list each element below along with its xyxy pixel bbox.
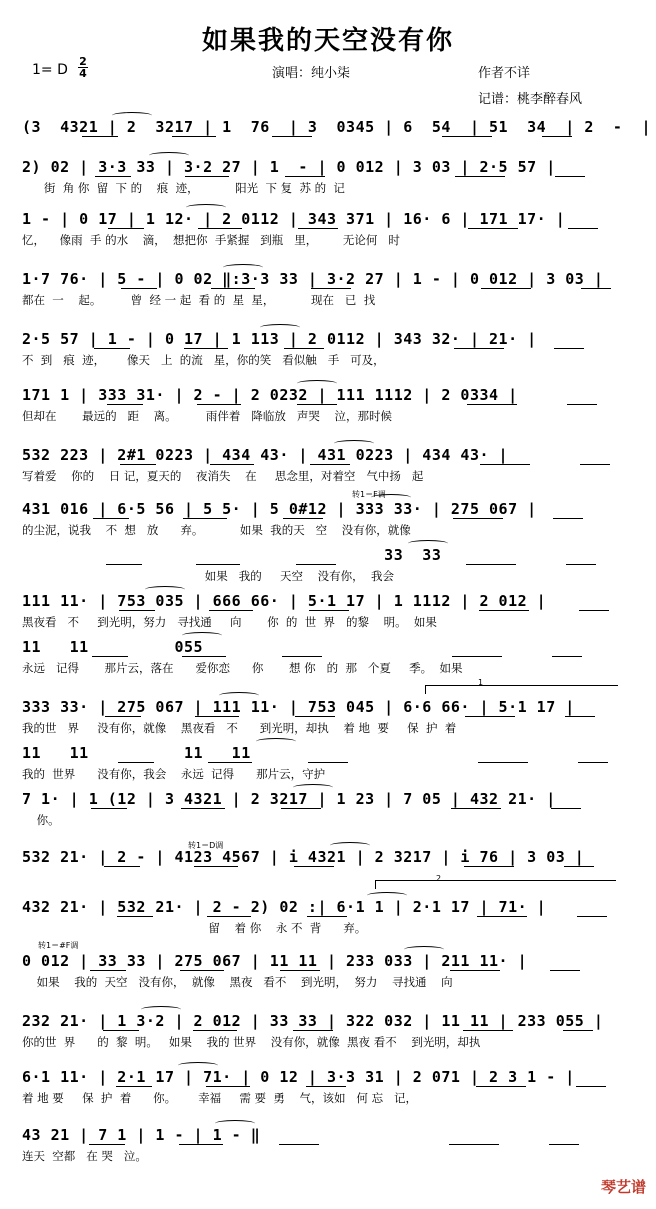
eighth-beam <box>578 762 608 763</box>
slur <box>334 440 374 447</box>
eighth-beam <box>105 716 141 717</box>
key-change-f: 转1＝F调 <box>352 490 386 499</box>
eighth-beam <box>311 288 351 289</box>
lyric-line: 我的世 界 没有你，就像 黑夜看 不 到光明，却执 着 地 要 保 护 着 <box>22 721 457 735</box>
time-top: 2 <box>79 55 87 68</box>
eighth-beam <box>565 716 595 717</box>
slur <box>186 204 226 211</box>
slur <box>297 380 337 387</box>
eighth-beam <box>89 1144 125 1145</box>
eighth-beam <box>452 656 502 657</box>
eighth-beam <box>280 970 320 971</box>
eighth-beam <box>272 136 312 137</box>
lyric-line: 街 角 你 留 下 的 痕 迹， 阳光 下 复 苏 的 记 <box>22 181 345 195</box>
eighth-beam <box>563 1030 593 1031</box>
lyric-line: 写着爱 你的 日 记，夏天的 夜消失 在 思念里，对着空 气中扬 起 <box>22 469 424 483</box>
eighth-beam <box>181 808 225 809</box>
eighth-beam <box>282 656 322 657</box>
eighth-beam <box>108 228 144 229</box>
eighth-beam <box>306 1086 346 1087</box>
volta-1-label: 1 <box>478 678 484 687</box>
eighth-beam <box>581 288 611 289</box>
eighth-beam <box>95 176 131 177</box>
notes-line: (3 4321 | 2 3217 | 1 76 | 3 0345 | 6 54 | 51 34 | 2 - | <box>22 118 652 136</box>
eighth-beam <box>119 610 155 611</box>
eighth-beam <box>285 176 325 177</box>
eighth-beam <box>118 762 154 763</box>
slur <box>223 264 263 271</box>
brand-logo: 琴艺谱 <box>600 1178 646 1196</box>
eighth-beam <box>283 518 323 519</box>
eighth-beam <box>296 564 336 565</box>
notes-line: 0 012 | 33 33 | 275 067 | 11 11 | 233 033 | 211 11· | <box>22 952 528 970</box>
eighth-beam <box>309 610 349 611</box>
lyric-line: 我的 世界 没有你，我会 永远 记得 那片云，守护 <box>22 767 326 781</box>
singer: 演唱：纯小柒 <box>272 66 351 81</box>
eighth-beam <box>308 762 348 763</box>
eighth-beam <box>450 970 500 971</box>
time-bottom: 4 <box>79 67 87 80</box>
eighth-beam <box>106 564 142 565</box>
eighth-beam <box>566 564 596 565</box>
eighth-beam <box>466 564 516 565</box>
slur <box>178 1062 218 1069</box>
eighth-beam <box>294 866 334 867</box>
eighth-beam <box>195 716 239 717</box>
notes-line: 11 11 055 <box>22 638 204 656</box>
lyric-line: 如果 我的 天空 没有你， 我会 <box>22 569 394 583</box>
lyric-line: 连天 空都 在 哭 泣。 <box>22 1149 147 1163</box>
notes-line: 532 223 | 2#1 0223 | 434 43· | 431 0223 | 434 43· | <box>22 446 509 464</box>
lyric-line: 你的世 界 的 黎 明。 如果 我的 世界 没有你，就像 黑夜 看不 到光明，却执 <box>22 1035 481 1049</box>
eighth-beam <box>554 348 584 349</box>
slur <box>141 1006 181 1013</box>
lyric-line: 但却在 最远的 距 离。 雨伴着 降临放 声哭 泣，那时候 <box>22 409 392 423</box>
eighth-beam <box>196 564 240 565</box>
notes-line: 431 016 | 6·5 56 | 5 5· | 5 0#12 | 333 33· | 275 067 | <box>22 500 537 518</box>
eighth-beam <box>116 1086 152 1087</box>
slur <box>182 632 222 639</box>
eighth-beam <box>82 136 118 137</box>
song-title: 如果我的天空没有你 <box>201 26 454 56</box>
eighth-beam <box>281 808 321 809</box>
eighth-beam <box>568 228 598 229</box>
notes-line: 333 33· | 275 067 | 111 11· | 753 045 | 6·6 66· | 5·1 17 | <box>22 698 575 716</box>
eighth-beam <box>197 404 241 405</box>
lyric-line: 着 地 要 保 护 着 你。 幸福 需 要 勇 气，该如 何 忘 记， <box>22 1091 418 1105</box>
slur <box>215 1120 255 1127</box>
key-change-d: 转1＝D调 <box>188 841 224 850</box>
eighth-beam <box>206 1086 250 1087</box>
lyric-line: 留 着 你 永 不 背 弃。 <box>22 921 367 935</box>
eighth-beam <box>453 518 503 519</box>
eighth-beam <box>279 1144 319 1145</box>
eighth-beam <box>476 1086 526 1087</box>
lyric-line: 都在 一 起。 曾 经 一 起 看 的 星 星， 现在 已 找 <box>22 293 376 307</box>
eighth-beam <box>180 970 224 971</box>
eighth-beam <box>183 518 227 519</box>
lyric-line: 如果 我的 天空 没有你， 就像 黑夜 看不 到光明， 努力 寻找通 向 <box>22 975 453 989</box>
eighth-beam <box>465 716 515 717</box>
eighth-beam <box>210 464 254 465</box>
eighth-beam <box>179 1144 223 1145</box>
notes-line: 2) 02 | 3·3 33 | 3·2 27 | 1 - | 0 012 | 3 03 | 2·5 57 | <box>22 158 556 176</box>
eighth-beam <box>184 348 228 349</box>
notes-line: 1 - | 0 17 | 1 12· | 2 0112 | 343 371 | 16· 6 | 171 17· | <box>22 210 566 228</box>
eighth-beam <box>481 288 531 289</box>
eighth-beam <box>207 916 251 917</box>
slur <box>367 892 407 899</box>
eighth-beam <box>549 1144 579 1145</box>
lyric-line: 黑夜看 不 到光明，努力 寻找通 向 你 的 世 界 的黎 明。 如果 <box>22 615 437 629</box>
slur <box>404 946 444 953</box>
slur <box>256 738 296 745</box>
notes-line: 33 33 <box>22 546 442 564</box>
eighth-beam <box>293 1030 333 1031</box>
volta-1 <box>425 685 618 694</box>
eighth-beam <box>468 228 518 229</box>
eighth-beam <box>580 464 610 465</box>
eighth-beam <box>479 610 529 611</box>
eighth-beam <box>185 176 229 177</box>
eighth-beam <box>297 404 337 405</box>
eighth-beam <box>211 288 255 289</box>
eighth-beam <box>454 348 504 349</box>
slur <box>149 152 189 159</box>
eighth-beam <box>551 808 581 809</box>
eighth-beam <box>467 404 517 405</box>
key-signature: 1= D <box>32 62 68 78</box>
notes-line: 532 21· | 2 - | 4123 4567 | i 4321 | 2 3217 | i 76 | 3 03 | <box>22 848 585 866</box>
eighth-beam <box>579 610 609 611</box>
lyric-line: 永远 记得 那片云，落在 爱你恋 你 想 你 的 那 个夏 季。 如果 <box>22 661 463 675</box>
lyric-line: 不 到 痕 迹， 像天 上 的流 星，你的笑 看似触 手 可及， <box>22 353 385 367</box>
eighth-beam <box>198 228 242 229</box>
eighth-beam <box>90 970 126 971</box>
eighth-beam <box>298 228 338 229</box>
notes-line: 432 21· | 532 21· | 2 - 2) 02 :| 6·1 1 | 2·1 17 | 71· | <box>22 898 547 916</box>
eighth-beam <box>442 136 492 137</box>
notes-line: 11 11 11 11 <box>22 744 251 762</box>
eighth-beam <box>542 136 572 137</box>
eighth-beam <box>464 866 514 867</box>
eighth-beam <box>550 970 580 971</box>
eighth-beam <box>463 1030 513 1031</box>
eighth-beam <box>209 610 253 611</box>
eighth-beam <box>120 464 156 465</box>
eighth-beam <box>310 464 350 465</box>
eighth-beam <box>307 916 347 917</box>
slur <box>408 540 448 547</box>
eighth-beam <box>555 176 585 177</box>
volta-2-label: 2 <box>436 874 442 883</box>
notes-line: 43 21 | 7 1 | 1 - | 1 - ‖ <box>22 1126 261 1144</box>
lyric-line: 忆， 像雨 手 的水 滴， 想把你 手紧握 到瓶 里， 无论何 时 <box>22 233 400 247</box>
lyric-line: 的尘泥，说我 不 想 放 弃。 如果 我的天 空 没有你，就像 <box>22 523 411 537</box>
eighth-beam <box>478 762 528 763</box>
slur <box>293 784 333 791</box>
slur <box>260 324 300 331</box>
eighth-beam <box>480 464 530 465</box>
eighth-beam <box>284 348 324 349</box>
eighth-beam <box>295 716 335 717</box>
notes-line: 111 11· | 753 035 | 666 66· | 5·1 17 | 1 1112 | 2 012 | <box>22 592 547 610</box>
notes-line: 232 21· | 1 3·2 | 2 012 | 33 33 | 322 032 | 11 11 | 233 055 | <box>22 1012 604 1030</box>
composer: 作者不详 <box>478 66 531 81</box>
volta-2 <box>375 880 616 889</box>
eighth-beam <box>92 656 128 657</box>
notes-line: 1·7 76· | 5 - | 0 02 ‖:3·3 33 | 3·2 27 | 1 - | 0 012 | 3 03 | <box>22 270 604 288</box>
eighth-beam <box>455 176 505 177</box>
eighth-beam <box>451 808 501 809</box>
transcriber: 记谱：桃李醉春风 <box>478 92 583 107</box>
eighth-beam <box>182 656 226 657</box>
eighth-beam <box>552 656 582 657</box>
eighth-beam <box>103 1030 139 1031</box>
lyric-line: 你。 <box>22 813 60 827</box>
time-signature <box>78 56 88 79</box>
eighth-beam <box>104 866 140 867</box>
eighth-beam <box>577 916 607 917</box>
slur <box>330 842 370 849</box>
eighth-beam <box>208 762 252 763</box>
eighth-beam <box>94 348 130 349</box>
eighth-beam <box>91 808 127 809</box>
notes-line: 171 1 | 333 31· | 2 - | 2 0232 | 111 1112 | 2 0334 | <box>22 386 518 404</box>
notes-line: 6·1 11· | 2·1 17 | 71· | 0 12 | 3·3 31 | 2 071 | 2 3 1 - | <box>22 1068 575 1086</box>
slur <box>112 112 152 119</box>
key-change-fsharp: 转1＝#F调 <box>38 941 79 950</box>
eighth-beam <box>477 916 527 917</box>
eighth-beam <box>193 1030 237 1031</box>
eighth-beam <box>121 288 157 289</box>
eighth-beam <box>194 866 238 867</box>
eighth-beam <box>553 518 583 519</box>
eighth-beam <box>117 916 153 917</box>
eighth-beam <box>93 518 129 519</box>
slur <box>145 586 185 593</box>
notes-line: 7 1· | 1 (12 | 3 4321 | 2 3217 | 1 23 | 7 05 | 432 21· | <box>22 790 556 808</box>
eighth-beam <box>567 404 597 405</box>
eighth-beam <box>172 136 216 137</box>
eighth-beam <box>576 1086 606 1087</box>
eighth-beam <box>449 1144 499 1145</box>
notes-line: 2·5 57 | 1 - | 0 17 | 1 113 | 2 0112 | 343 32· | 21· | <box>22 330 537 348</box>
slur <box>219 692 259 699</box>
eighth-beam <box>564 866 594 867</box>
eighth-beam <box>107 404 143 405</box>
